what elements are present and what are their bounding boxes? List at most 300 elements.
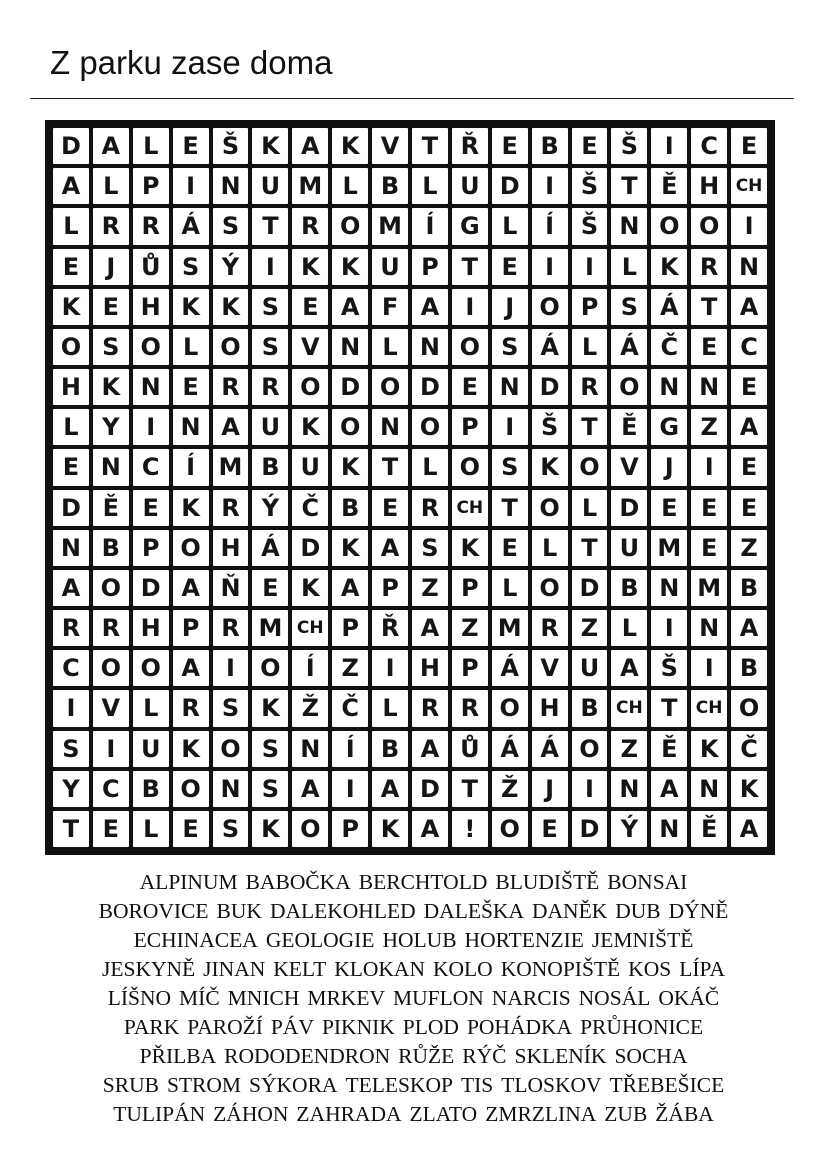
grid-cell[interactable]: A	[731, 289, 767, 325]
grid-cell[interactable]: E	[691, 530, 727, 566]
grid-cell[interactable]: Ž	[492, 771, 528, 807]
grid-cell[interactable]: L	[332, 168, 368, 204]
grid-cell[interactable]: P	[372, 570, 408, 606]
grid-cell[interactable]: Y	[93, 409, 129, 445]
grid-cell[interactable]: N	[133, 369, 169, 405]
grid-cell[interactable]: O	[133, 329, 169, 365]
grid-cell[interactable]: I	[213, 650, 249, 686]
grid-cell[interactable]: A	[731, 610, 767, 646]
grid-cell[interactable]: H	[133, 289, 169, 325]
grid-cell[interactable]: I	[93, 731, 129, 767]
grid-cell[interactable]: I	[572, 771, 608, 807]
grid-cell[interactable]: T	[53, 811, 89, 847]
grid-cell[interactable]: U	[372, 249, 408, 285]
grid-cell[interactable]: Á	[532, 731, 568, 767]
grid-cell[interactable]: T	[691, 289, 727, 325]
grid-cell[interactable]: J	[93, 249, 129, 285]
grid-cell[interactable]: CH	[611, 690, 647, 726]
grid-cell[interactable]: Z	[691, 409, 727, 445]
grid-cell[interactable]: R	[452, 690, 488, 726]
grid-cell[interactable]: T	[572, 530, 608, 566]
grid-cell[interactable]: Á	[492, 731, 528, 767]
grid-cell[interactable]: R	[532, 610, 568, 646]
grid-cell[interactable]: B	[332, 490, 368, 526]
grid-cell[interactable]: O	[93, 650, 129, 686]
grid-cell[interactable]: Ů	[133, 249, 169, 285]
grid-cell[interactable]: E	[731, 449, 767, 485]
grid-cell[interactable]: S	[53, 731, 89, 767]
grid-cell[interactable]: O	[532, 570, 568, 606]
grid-cell[interactable]: T	[611, 168, 647, 204]
grid-cell[interactable]: H	[213, 530, 249, 566]
grid-cell[interactable]: O	[452, 329, 488, 365]
grid-cell[interactable]: N	[691, 771, 727, 807]
grid-cell[interactable]: J	[492, 289, 528, 325]
grid-cell[interactable]: V	[292, 329, 328, 365]
grid-cell[interactable]: T	[452, 771, 488, 807]
grid-cell[interactable]: CH	[452, 490, 488, 526]
grid-cell[interactable]: A	[372, 771, 408, 807]
grid-cell[interactable]: N	[691, 610, 727, 646]
grid-cell[interactable]: B	[572, 690, 608, 726]
grid-cell[interactable]: O	[252, 650, 288, 686]
grid-cell[interactable]: E	[93, 289, 129, 325]
grid-cell[interactable]: L	[572, 329, 608, 365]
grid-cell[interactable]: L	[492, 208, 528, 244]
grid-cell[interactable]: H	[53, 369, 89, 405]
grid-cell[interactable]: S	[213, 690, 249, 726]
grid-cell[interactable]: N	[292, 731, 328, 767]
grid-cell[interactable]: A	[93, 128, 129, 164]
grid-cell[interactable]: I	[572, 249, 608, 285]
grid-cell[interactable]: K	[173, 289, 209, 325]
grid-cell[interactable]: R	[53, 610, 89, 646]
grid-cell[interactable]: Š	[611, 128, 647, 164]
grid-cell[interactable]: E	[492, 128, 528, 164]
grid-cell[interactable]: K	[731, 771, 767, 807]
grid-cell[interactable]: U	[252, 409, 288, 445]
grid-cell[interactable]: E	[492, 249, 528, 285]
grid-cell[interactable]: L	[492, 570, 528, 606]
grid-cell[interactable]: D	[332, 369, 368, 405]
grid-cell[interactable]: L	[53, 409, 89, 445]
grid-cell[interactable]: I	[252, 249, 288, 285]
grid-cell[interactable]: Ě	[93, 490, 129, 526]
grid-cell[interactable]: O	[332, 208, 368, 244]
grid-cell[interactable]: Š	[213, 128, 249, 164]
grid-cell[interactable]: V	[532, 650, 568, 686]
grid-cell[interactable]: O	[532, 490, 568, 526]
grid-cell[interactable]: K	[292, 570, 328, 606]
grid-cell[interactable]: Š	[572, 168, 608, 204]
grid-cell[interactable]: A	[332, 570, 368, 606]
grid-cell[interactable]: K	[252, 690, 288, 726]
grid-cell[interactable]: CH	[691, 690, 727, 726]
grid-cell[interactable]: D	[53, 490, 89, 526]
grid-cell[interactable]: U	[292, 449, 328, 485]
grid-cell[interactable]: E	[452, 369, 488, 405]
grid-cell[interactable]: CH	[731, 168, 767, 204]
grid-cell[interactable]: S	[213, 208, 249, 244]
grid-cell[interactable]: L	[412, 168, 448, 204]
grid-cell[interactable]: D	[133, 570, 169, 606]
grid-cell[interactable]: A	[412, 610, 448, 646]
grid-cell[interactable]: H	[691, 168, 727, 204]
grid-cell[interactable]: N	[691, 369, 727, 405]
grid-cell[interactable]: Š	[532, 409, 568, 445]
grid-cell[interactable]: H	[412, 650, 448, 686]
grid-cell[interactable]: Ě	[611, 409, 647, 445]
grid-cell[interactable]: Ě	[691, 811, 727, 847]
grid-cell[interactable]: N	[651, 811, 687, 847]
grid-cell[interactable]: D	[532, 369, 568, 405]
grid-cell[interactable]: Í	[332, 731, 368, 767]
grid-cell[interactable]: I	[372, 650, 408, 686]
grid-cell[interactable]: E	[53, 249, 89, 285]
grid-cell[interactable]: O	[691, 208, 727, 244]
grid-cell[interactable]: Í	[173, 449, 209, 485]
grid-cell[interactable]: A	[731, 811, 767, 847]
grid-cell[interactable]: C	[93, 771, 129, 807]
grid-cell[interactable]: R	[213, 490, 249, 526]
grid-cell[interactable]: U	[133, 731, 169, 767]
grid-cell[interactable]: L	[133, 128, 169, 164]
grid-cell[interactable]: D	[572, 811, 608, 847]
grid-cell[interactable]: N	[213, 771, 249, 807]
grid-cell[interactable]: Á	[492, 650, 528, 686]
grid-cell[interactable]: G	[651, 409, 687, 445]
grid-cell[interactable]: Í	[412, 208, 448, 244]
grid-cell[interactable]: O	[532, 289, 568, 325]
grid-cell[interactable]: A	[412, 289, 448, 325]
grid-cell[interactable]: O	[173, 771, 209, 807]
grid-cell[interactable]: Í	[532, 208, 568, 244]
grid-cell[interactable]: K	[292, 249, 328, 285]
grid-cell[interactable]: N	[611, 208, 647, 244]
grid-cell[interactable]: D	[492, 168, 528, 204]
grid-cell[interactable]: L	[372, 690, 408, 726]
grid-cell[interactable]: S	[252, 289, 288, 325]
grid-cell[interactable]: Ř	[372, 610, 408, 646]
grid-cell[interactable]: S	[412, 530, 448, 566]
grid-cell[interactable]: P	[173, 610, 209, 646]
grid-cell[interactable]: N	[412, 329, 448, 365]
grid-cell[interactable]: Č	[731, 731, 767, 767]
grid-cell[interactable]: J	[651, 449, 687, 485]
grid-cell[interactable]: Á	[532, 329, 568, 365]
grid-cell[interactable]: O	[332, 409, 368, 445]
grid-cell[interactable]: L	[133, 811, 169, 847]
grid-cell[interactable]: A	[731, 409, 767, 445]
grid-cell[interactable]: T	[452, 249, 488, 285]
grid-cell[interactable]: C	[731, 329, 767, 365]
grid-cell[interactable]: L	[532, 530, 568, 566]
grid-cell[interactable]: S	[492, 329, 528, 365]
grid-cell[interactable]: I	[452, 289, 488, 325]
grid-cell[interactable]: A	[412, 731, 448, 767]
grid-cell[interactable]: R	[691, 249, 727, 285]
grid-cell[interactable]: M	[492, 610, 528, 646]
grid-cell[interactable]: K	[332, 530, 368, 566]
grid-cell[interactable]: K	[332, 128, 368, 164]
grid-cell[interactable]: L	[611, 249, 647, 285]
grid-cell[interactable]: S	[213, 811, 249, 847]
grid-cell[interactable]: L	[133, 690, 169, 726]
grid-cell[interactable]: A	[53, 570, 89, 606]
grid-cell[interactable]: K	[252, 128, 288, 164]
grid-cell[interactable]: Z	[412, 570, 448, 606]
grid-cell[interactable]: N	[173, 409, 209, 445]
grid-cell[interactable]: E	[731, 128, 767, 164]
grid-cell[interactable]: E	[173, 128, 209, 164]
grid-cell[interactable]: O	[173, 530, 209, 566]
grid-cell[interactable]: P	[133, 530, 169, 566]
grid-cell[interactable]: K	[372, 811, 408, 847]
grid-cell[interactable]: I	[53, 690, 89, 726]
grid-cell[interactable]: P	[452, 570, 488, 606]
grid-cell[interactable]: K	[532, 449, 568, 485]
grid-cell[interactable]: A	[213, 409, 249, 445]
grid-cell[interactable]: I	[651, 128, 687, 164]
grid-cell[interactable]: Ě	[651, 731, 687, 767]
grid-cell[interactable]: T	[492, 490, 528, 526]
grid-cell[interactable]: E	[133, 490, 169, 526]
grid-cell[interactable]: R	[213, 610, 249, 646]
grid-cell[interactable]: E	[532, 811, 568, 847]
grid-cell[interactable]: A	[292, 128, 328, 164]
grid-cell[interactable]: R	[572, 369, 608, 405]
grid-cell[interactable]: O	[492, 811, 528, 847]
grid-cell[interactable]: O	[492, 690, 528, 726]
grid-cell[interactable]: I	[691, 650, 727, 686]
grid-cell[interactable]: R	[133, 208, 169, 244]
grid-cell[interactable]: U	[611, 530, 647, 566]
grid-cell[interactable]: R	[412, 490, 448, 526]
grid-cell[interactable]: S	[173, 249, 209, 285]
grid-cell[interactable]: R	[93, 610, 129, 646]
grid-cell[interactable]: V	[93, 690, 129, 726]
grid-cell[interactable]: I	[492, 409, 528, 445]
grid-cell[interactable]: R	[93, 208, 129, 244]
grid-cell[interactable]: Ě	[651, 168, 687, 204]
grid-cell[interactable]: B	[731, 650, 767, 686]
grid-cell[interactable]: O	[292, 369, 328, 405]
grid-cell[interactable]: E	[691, 329, 727, 365]
grid-cell[interactable]: Z	[731, 530, 767, 566]
grid-cell[interactable]: S	[252, 731, 288, 767]
grid-cell[interactable]: N	[611, 771, 647, 807]
grid-cell[interactable]: R	[173, 690, 209, 726]
grid-cell[interactable]: P	[332, 610, 368, 646]
grid-cell[interactable]: D	[53, 128, 89, 164]
grid-cell[interactable]: I	[133, 409, 169, 445]
grid-cell[interactable]: Á	[611, 329, 647, 365]
grid-cell[interactable]: I	[532, 249, 568, 285]
grid-cell[interactable]: E	[651, 490, 687, 526]
grid-cell[interactable]: L	[572, 490, 608, 526]
grid-cell[interactable]: M	[372, 208, 408, 244]
grid-cell[interactable]: C	[53, 650, 89, 686]
grid-cell[interactable]: E	[53, 449, 89, 485]
grid-cell[interactable]: E	[173, 369, 209, 405]
grid-cell[interactable]: K	[332, 249, 368, 285]
grid-cell[interactable]: K	[173, 731, 209, 767]
grid-cell[interactable]: E	[372, 490, 408, 526]
grid-cell[interactable]: T	[572, 409, 608, 445]
grid-cell[interactable]: L	[372, 329, 408, 365]
grid-cell[interactable]: D	[412, 369, 448, 405]
grid-cell[interactable]: Ň	[213, 570, 249, 606]
grid-cell[interactable]: L	[412, 449, 448, 485]
grid-cell[interactable]: U	[452, 168, 488, 204]
grid-cell[interactable]: I	[691, 449, 727, 485]
grid-cell[interactable]: B	[611, 570, 647, 606]
grid-cell[interactable]: I	[651, 610, 687, 646]
grid-cell[interactable]: K	[53, 289, 89, 325]
grid-cell[interactable]: O	[292, 811, 328, 847]
grid-cell[interactable]: E	[292, 289, 328, 325]
grid-cell[interactable]: Ř	[452, 128, 488, 164]
grid-cell[interactable]: E	[731, 369, 767, 405]
grid-cell[interactable]: K	[252, 811, 288, 847]
grid-cell[interactable]: S	[492, 449, 528, 485]
grid-cell[interactable]: H	[133, 610, 169, 646]
grid-cell[interactable]: K	[691, 731, 727, 767]
grid-cell[interactable]: A	[372, 530, 408, 566]
grid-cell[interactable]: P	[412, 249, 448, 285]
grid-cell[interactable]: L	[611, 610, 647, 646]
grid-cell[interactable]: N	[53, 530, 89, 566]
grid-cell[interactable]: A	[651, 771, 687, 807]
grid-cell[interactable]: N	[731, 249, 767, 285]
grid-cell[interactable]: O	[93, 570, 129, 606]
grid-cell[interactable]: B	[372, 731, 408, 767]
grid-cell[interactable]: K	[651, 249, 687, 285]
grid-cell[interactable]: Í	[292, 650, 328, 686]
grid-cell[interactable]: Á	[651, 289, 687, 325]
grid-cell[interactable]: N	[332, 329, 368, 365]
grid-cell[interactable]: N	[651, 369, 687, 405]
grid-cell[interactable]: Ů	[452, 731, 488, 767]
grid-cell[interactable]: E	[731, 490, 767, 526]
grid-cell[interactable]: E	[492, 530, 528, 566]
grid-cell[interactable]: B	[372, 168, 408, 204]
grid-cell[interactable]: O	[572, 731, 608, 767]
grid-cell[interactable]: T	[252, 208, 288, 244]
grid-cell[interactable]: O	[611, 369, 647, 405]
grid-cell[interactable]: D	[572, 570, 608, 606]
grid-cell[interactable]: Z	[572, 610, 608, 646]
grid-cell[interactable]: U	[572, 650, 608, 686]
grid-cell[interactable]: S	[252, 771, 288, 807]
grid-cell[interactable]: R	[292, 208, 328, 244]
grid-cell[interactable]: K	[173, 490, 209, 526]
grid-cell[interactable]: D	[412, 771, 448, 807]
grid-cell[interactable]: U	[252, 168, 288, 204]
grid-cell[interactable]: Á	[173, 208, 209, 244]
grid-cell[interactable]: A	[173, 570, 209, 606]
grid-cell[interactable]: Ý	[252, 490, 288, 526]
grid-cell[interactable]: O	[731, 690, 767, 726]
grid-cell[interactable]: B	[252, 449, 288, 485]
grid-cell[interactable]: K	[93, 369, 129, 405]
grid-cell[interactable]: A	[173, 650, 209, 686]
grid-cell[interactable]: P	[572, 289, 608, 325]
grid-cell[interactable]: E	[252, 570, 288, 606]
grid-cell[interactable]: CH	[292, 610, 328, 646]
grid-cell[interactable]: I	[532, 168, 568, 204]
grid-cell[interactable]: A	[412, 811, 448, 847]
grid-cell[interactable]: M	[651, 530, 687, 566]
grid-cell[interactable]: I	[731, 208, 767, 244]
grid-cell[interactable]: D	[292, 530, 328, 566]
grid-cell[interactable]: M	[691, 570, 727, 606]
grid-cell[interactable]: Š	[572, 208, 608, 244]
grid-cell[interactable]: M	[292, 168, 328, 204]
grid-cell[interactable]: I	[173, 168, 209, 204]
grid-cell[interactable]: R	[412, 690, 448, 726]
grid-cell[interactable]: N	[93, 449, 129, 485]
grid-cell[interactable]: B	[133, 771, 169, 807]
grid-cell[interactable]: J	[532, 771, 568, 807]
grid-cell[interactable]: T	[651, 690, 687, 726]
grid-cell[interactable]: !	[452, 811, 488, 847]
grid-cell[interactable]: Z	[332, 650, 368, 686]
grid-cell[interactable]: B	[532, 128, 568, 164]
grid-cell[interactable]: O	[133, 650, 169, 686]
grid-cell[interactable]: Š	[651, 650, 687, 686]
grid-cell[interactable]: L	[93, 168, 129, 204]
grid-cell[interactable]: E	[572, 128, 608, 164]
grid-cell[interactable]: P	[452, 409, 488, 445]
grid-cell[interactable]: P	[133, 168, 169, 204]
grid-cell[interactable]: H	[532, 690, 568, 726]
grid-cell[interactable]: O	[452, 449, 488, 485]
grid-cell[interactable]: E	[173, 811, 209, 847]
grid-cell[interactable]: Č	[651, 329, 687, 365]
grid-cell[interactable]: O	[651, 208, 687, 244]
grid-cell[interactable]: N	[651, 570, 687, 606]
grid-cell[interactable]: B	[731, 570, 767, 606]
grid-cell[interactable]: O	[412, 409, 448, 445]
grid-cell[interactable]: N	[492, 369, 528, 405]
grid-cell[interactable]: F	[372, 289, 408, 325]
grid-cell[interactable]: Ž	[292, 690, 328, 726]
grid-cell[interactable]: Y	[53, 771, 89, 807]
grid-cell[interactable]: V	[611, 449, 647, 485]
grid-cell[interactable]: P	[452, 650, 488, 686]
grid-cell[interactable]: A	[611, 650, 647, 686]
grid-cell[interactable]: S	[93, 329, 129, 365]
grid-cell[interactable]: B	[93, 530, 129, 566]
grid-cell[interactable]: D	[611, 490, 647, 526]
grid-cell[interactable]: O	[572, 449, 608, 485]
grid-cell[interactable]: Č	[332, 690, 368, 726]
grid-cell[interactable]: A	[332, 289, 368, 325]
grid-cell[interactable]: M	[213, 449, 249, 485]
grid-cell[interactable]: N	[372, 409, 408, 445]
grid-cell[interactable]: T	[412, 128, 448, 164]
grid-cell[interactable]: O	[213, 329, 249, 365]
grid-cell[interactable]: L	[53, 208, 89, 244]
grid-cell[interactable]: M	[252, 610, 288, 646]
grid-cell[interactable]: E	[691, 490, 727, 526]
grid-cell[interactable]: A	[53, 168, 89, 204]
grid-cell[interactable]: S	[252, 329, 288, 365]
grid-cell[interactable]: O	[213, 731, 249, 767]
grid-cell[interactable]: Ý	[611, 811, 647, 847]
grid-cell[interactable]: Z	[611, 731, 647, 767]
